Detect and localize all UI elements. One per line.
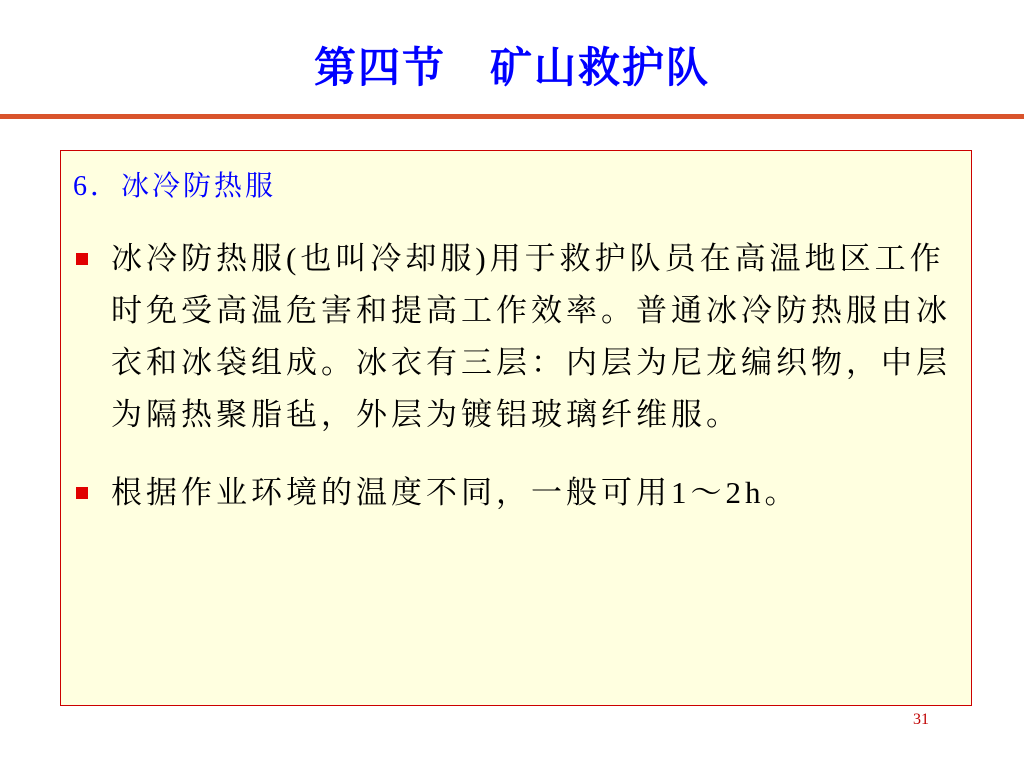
bullet-text-line: 为隔热聚脂毡，外层为镀铝玻璃纤维服。 <box>111 397 741 432</box>
square-bullet-icon <box>76 487 88 499</box>
bullet-text-line: 根据作业环境的温度不同，一般可用1～2h。 <box>111 475 800 510</box>
section-heading: 6．冰冷防热服 <box>73 171 277 202</box>
title-divider <box>0 114 1024 119</box>
square-bullet-icon <box>76 253 88 265</box>
content-box <box>60 150 972 706</box>
page-number: 31 <box>913 711 929 728</box>
bullet-text <box>111 233 951 441</box>
slide-title: 第四节 矿山救护队 <box>313 44 710 91</box>
bullet-text-line: 时免受高温危害和提高工作效率。普通冰冷防热服由冰 <box>111 293 951 328</box>
bullet-text <box>111 467 800 519</box>
bullet-text-line: 衣和冰袋组成。冰衣有三层：内层为尼龙编织物，中层 <box>111 345 951 380</box>
bullet-text-line: 冰冷防热服(也叫冷却服)用于救护队员在高温地区工作 <box>111 241 945 276</box>
